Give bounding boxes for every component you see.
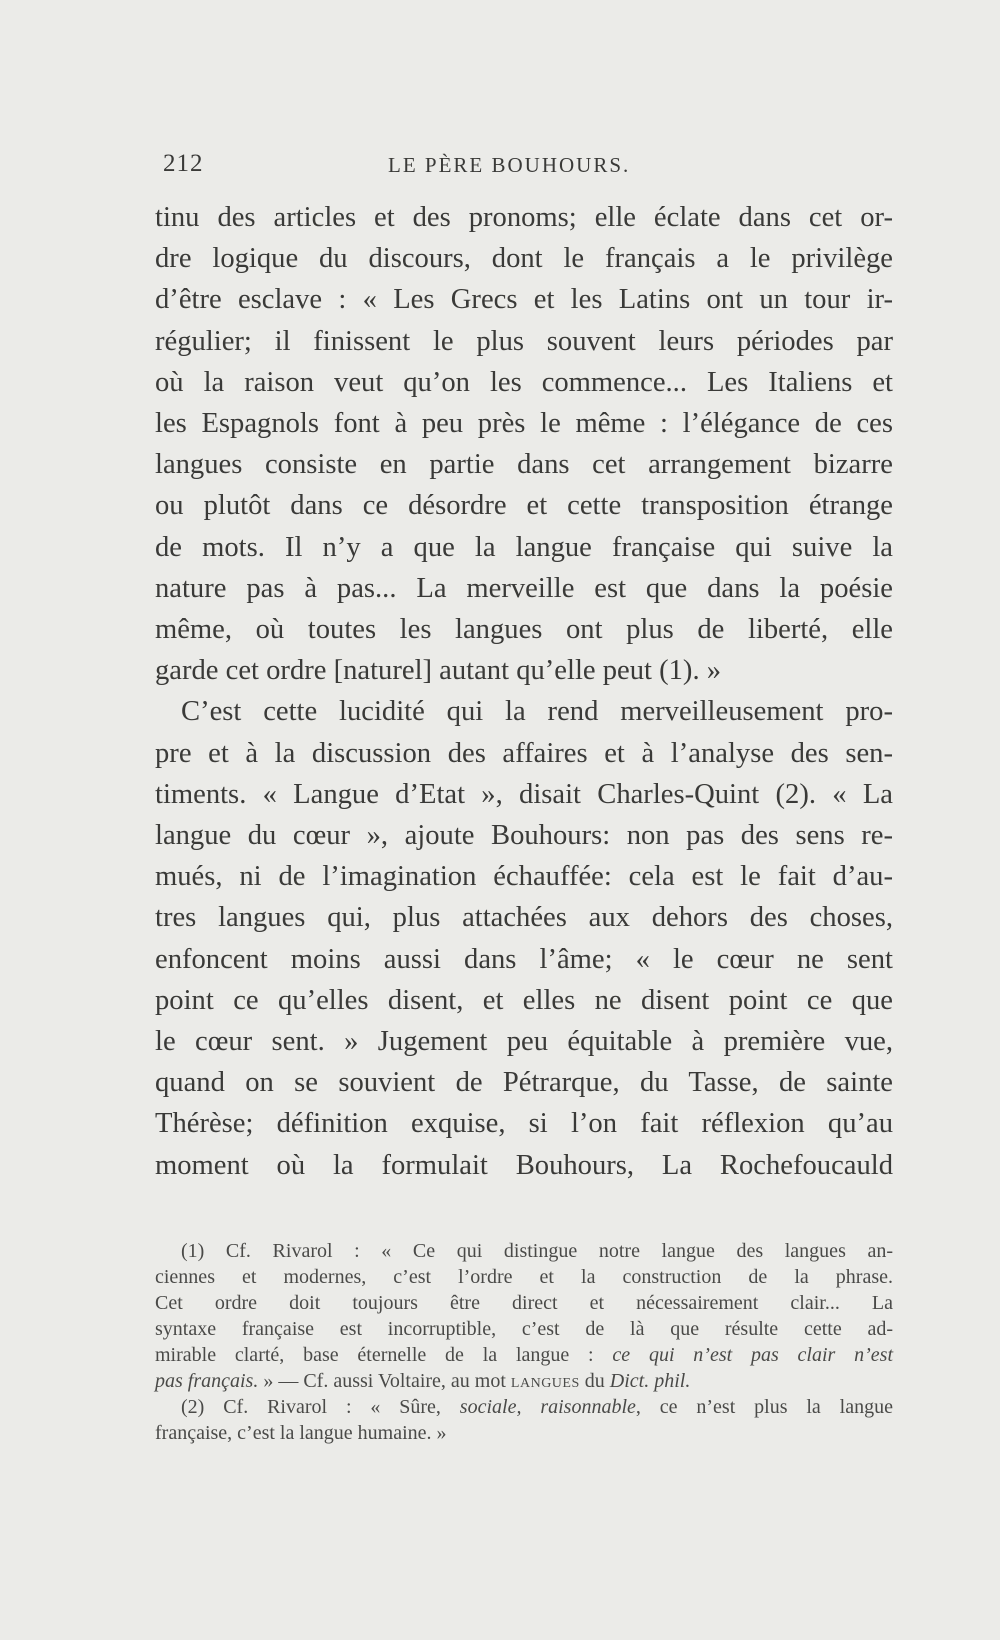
text-line: langues consiste en partie dans cet arrangement bizarre: [155, 449, 893, 481]
text-line: pre et à la discussion des affaires et à l’analyse des sen-: [155, 737, 893, 769]
footnote-text: » — Cf. aussi Voltaire, au mot: [258, 1370, 511, 1392]
footnote-1-line: Cet ordre doit toujours être direct et nécessairement clair... La: [155, 1292, 893, 1314]
running-title: LE PÈRE BOUHOURS.: [388, 153, 631, 177]
text-line: nature pas à pas... La merveille est que dans la poésie: [155, 572, 893, 604]
footnote-1-line: (1) Cf. Rivarol : « Ce qui distingue notre langue des langues an-: [181, 1240, 893, 1262]
footnote-italic-text: ce qui n’est pas clair n’est: [612, 1344, 893, 1366]
footnote-smallcaps-text: langues: [510, 1370, 580, 1392]
text-line: garde cet ordre [naturel] autant qu’elle peut (1). »: [155, 655, 722, 687]
footnote-italic-text: sociale, raisonnable: [459, 1396, 636, 1418]
text-line: mués, ni de l’imagination échauffée: cela est le fait d’au-: [155, 861, 893, 893]
text-line: tres langues qui, plus attachées aux dehors des choses,: [155, 902, 893, 934]
text-line: Thérèse; définition exquise, si l’on fait réflexion qu’au: [155, 1108, 893, 1140]
text-line: timents. « Langue d’Etat », disait Charles-Quint (2). « La: [155, 778, 893, 810]
footnote-text: du: [579, 1370, 610, 1392]
text-line: quand on se souvient de Pétrarque, du Tasse, de sainte: [155, 1067, 893, 1099]
text-line: point ce qu’elles disent, et elles ne disent point ce que: [155, 984, 893, 1016]
text-line: les Espagnols font à peu près le même : l’élégance de ces: [155, 408, 893, 440]
footnote-text: , ce n’est plus la langue: [635, 1396, 893, 1418]
text-line: le cœur sent. » Jugement peu équitable à première vue,: [155, 1026, 893, 1058]
body-text: [155, 197, 893, 1186]
text-line: C’est cette lucidité qui la rend merveilleusement pro-: [181, 696, 893, 728]
footnote-2-line: [155, 1394, 893, 1420]
page-header: [163, 150, 893, 186]
footnote-1-line: [155, 1368, 893, 1394]
footnote-text: mirable clarté, base éternelle de la langue :: [155, 1344, 613, 1366]
footnote-text: (2) Cf. Rivarol : « Sûre,: [181, 1396, 460, 1418]
text-line: moment où la formulait Bouhours, La Rochefoucauld: [155, 1149, 893, 1181]
footnotes: [155, 1238, 893, 1446]
text-line: régulier; il finissent le plus souvent leurs périodes par: [155, 325, 893, 357]
text-line: langue du cœur », ajoute Bouhours: non pas des sens re-: [155, 820, 893, 852]
text-line: dre logique du discours, dont le français a le privilège: [155, 243, 893, 275]
text-line: enfoncent moins aussi dans l’âme; « le cœur ne sent: [155, 943, 893, 975]
footnote-2-line: française, c’est la langue humaine. »: [155, 1422, 447, 1444]
text-line: tinu des articles et des pronoms; elle éclate dans cet or-: [155, 202, 893, 233]
footnote-italic-text: Dict. phil.: [609, 1370, 691, 1392]
text-line: de mots. Il n’y a que la langue française qui suive la: [155, 531, 893, 563]
footnote-italic-text: pas français.: [155, 1370, 259, 1392]
footnote-1-line: [155, 1342, 893, 1368]
text-line: où la raison veut qu’on les commence... Les Italiens et: [155, 366, 893, 398]
page-number: 212: [163, 150, 204, 177]
footnote-1-line: ciennes et modernes, c’est l’ordre et la construction de la phrase.: [155, 1266, 893, 1288]
text-line: ou plutôt dans ce désordre et cette transposition étrange: [155, 490, 893, 522]
footnote-1-line: syntaxe française est incorruptible, c’est de là que résulte cette ad-: [155, 1318, 893, 1340]
text-line: même, où toutes les langues ont plus de liberté, elle: [155, 614, 893, 646]
text-line: d’être esclave : « Les Grecs et les Latins ont un tour ir-: [155, 284, 893, 316]
